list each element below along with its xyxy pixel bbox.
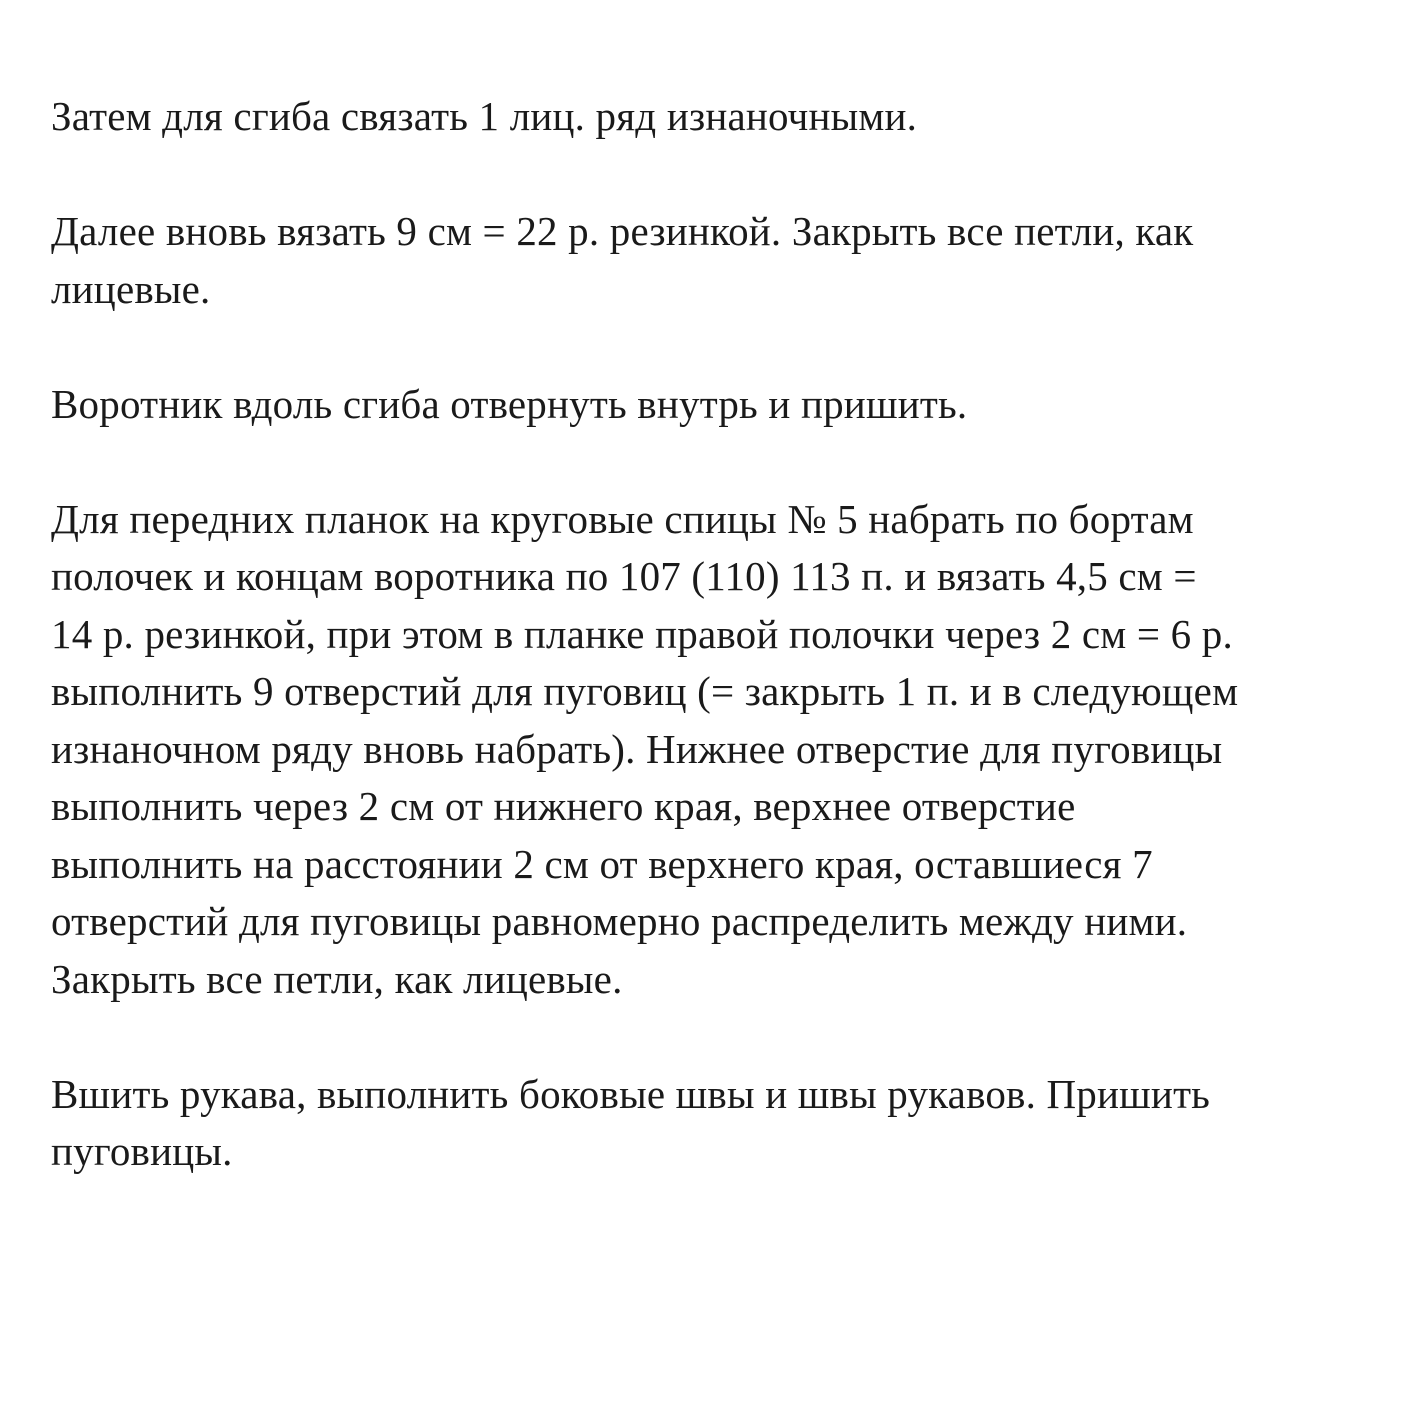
text-line: 14 р. резинкой, при этом в планке правой полочки через 2 см = 6 р. [51,610,1233,657]
text-line: выполнить на расстоянии 2 см от верхнего края, оставшиеся 7 [51,840,1153,887]
text-line: выполнить 9 отверстий для пуговиц (= закрыть 1 п. и в следующем [51,668,1239,714]
text-line: полочек и концам воротника по 107 (110) 113 п. и вязать 4,5 см = [51,553,1197,599]
text-line: Затем для сгиба связать 1 лиц. ряд изнаночными. [51,93,918,139]
paragraph-assembly [51,1066,1381,1181]
text-line: лицевые. [51,265,211,312]
text-line: Воротник вдоль сгиба отвернуть внутрь и пришить. [51,380,968,427]
text-line: изнаночном ряду вновь набрать). Нижнее отверстие для пуговицы [51,725,1223,772]
paragraph-gap [51,433,1381,491]
text-line: Вшить рукава, выполнить боковые швы и швы рукавов. Пришить [51,1070,1211,1117]
text-line: выполнить через 2 см от нижнего края, верхнее отверстие [51,783,1076,829]
paragraph-gap [51,1008,1381,1066]
text-line: Закрыть все петли, как лицевые. [51,955,623,1002]
paragraph-front-bands [51,491,1381,1009]
text-line: Для передних планок на круговые спицы № 5 набрать по бортам [51,495,1194,542]
paragraph-collar [51,376,1381,434]
paragraph-gap [51,146,1381,204]
text-line: пуговицы. [51,1128,233,1174]
text-line: отверстий для пуговицы равномерно распределить между ними. [51,898,1188,944]
paragraph-gap [51,318,1381,376]
instructions-text [51,88,1381,1181]
paragraph-fold-row [51,88,1381,146]
paragraph-ribbing [51,203,1381,318]
text-line: Далее вновь вязать 9 см = 22 р. резинкой. Закрыть все петли, как [51,208,1194,254]
